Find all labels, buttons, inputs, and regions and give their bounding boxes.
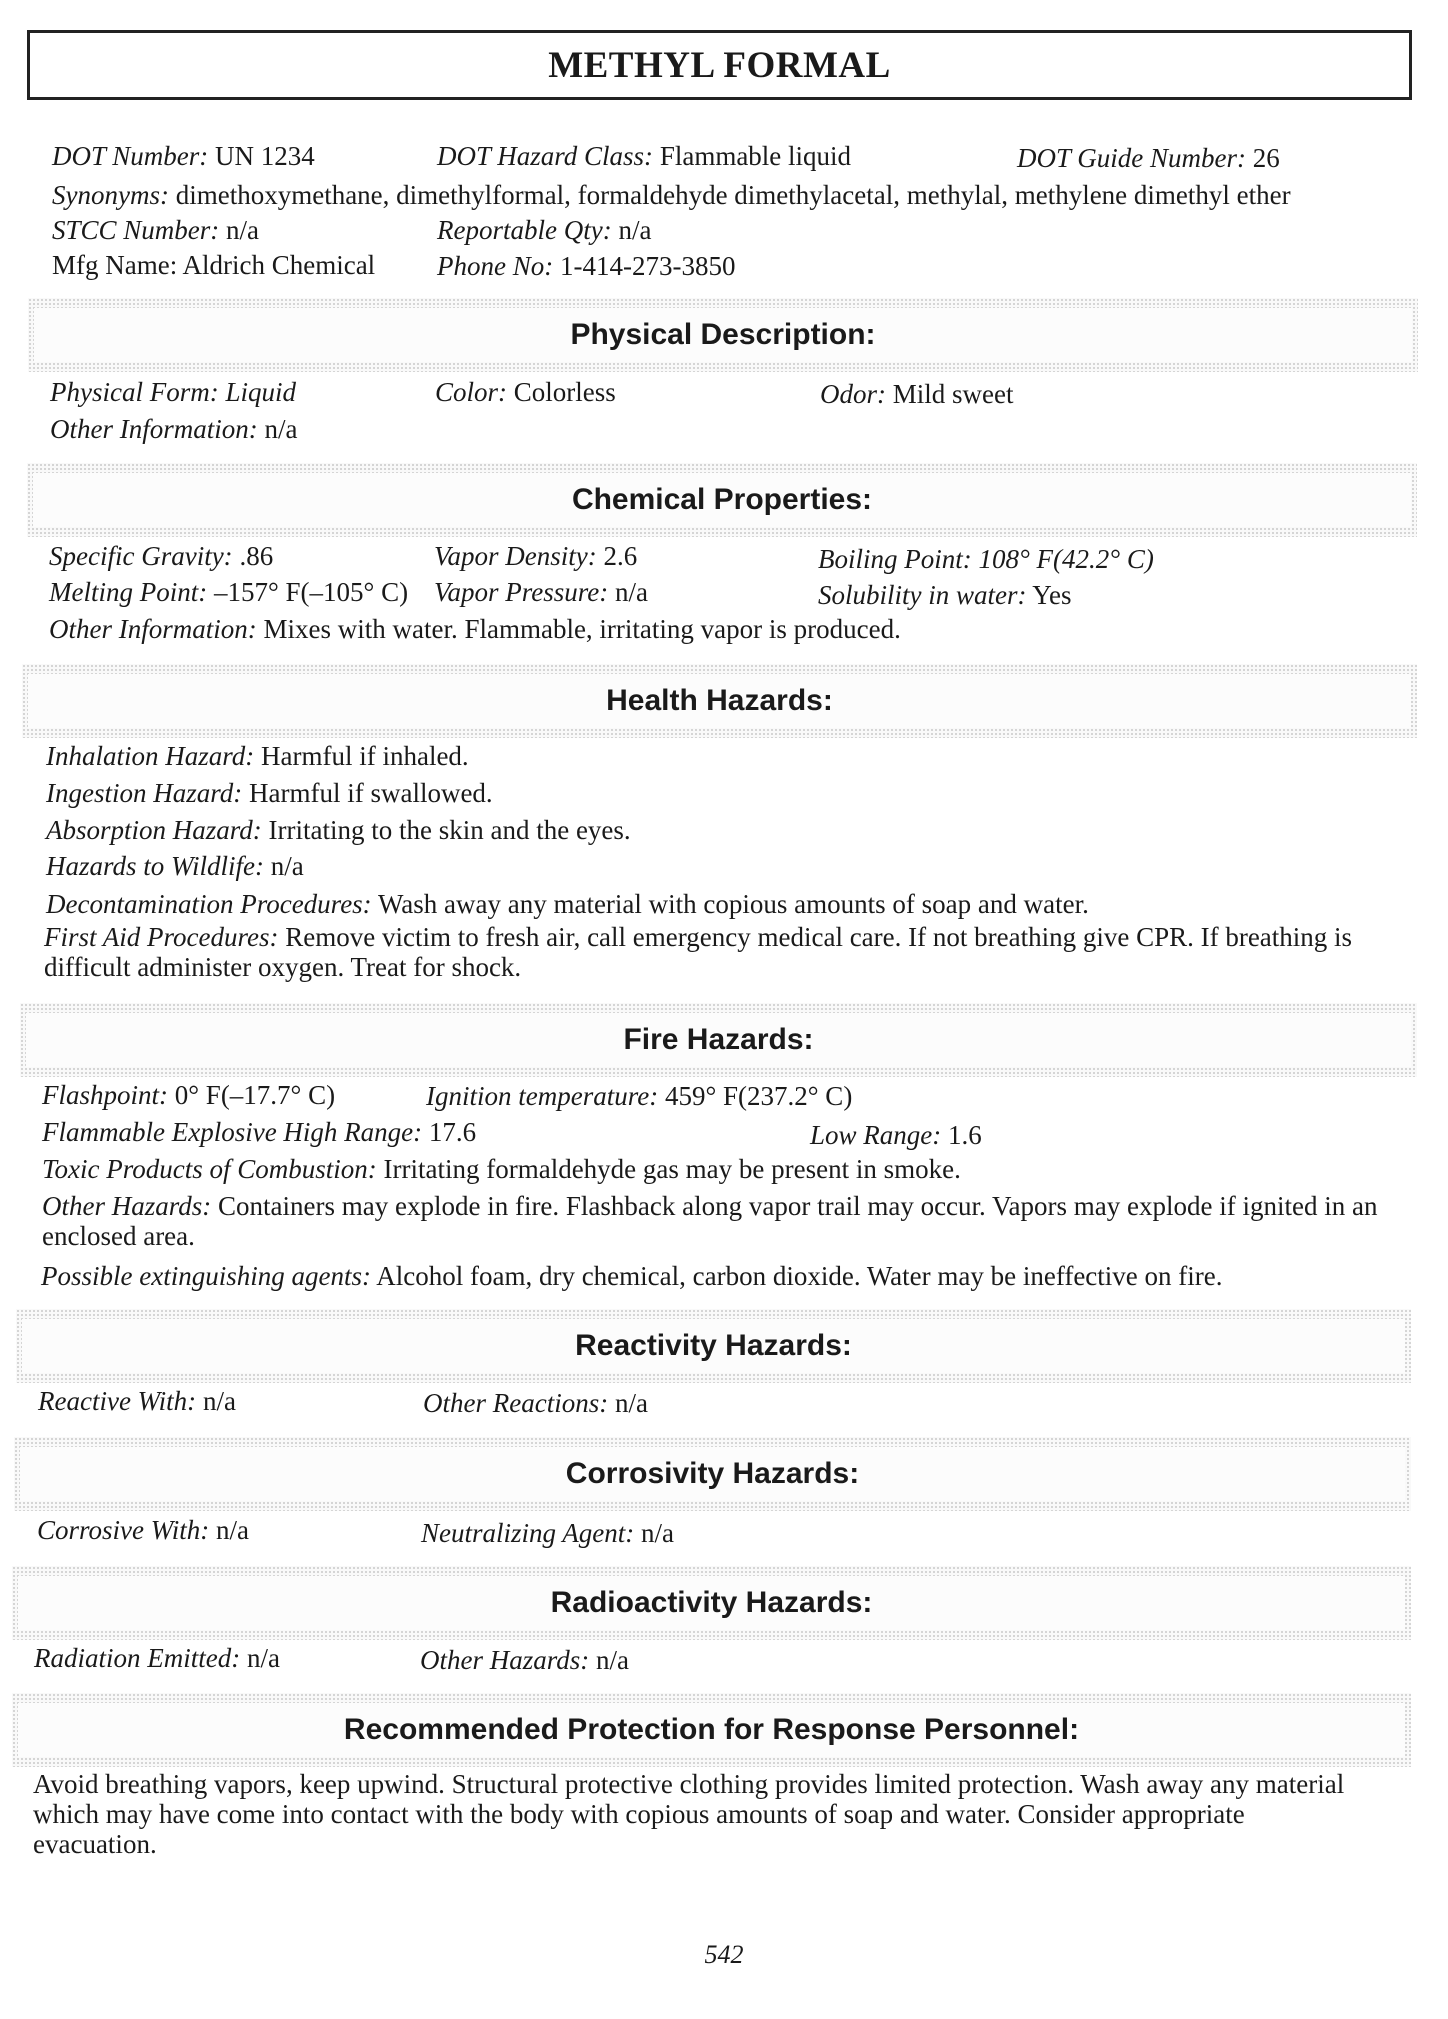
color: Color: Colorless [435, 377, 616, 407]
other-reactions: Other Reactions: n/a [423, 1388, 648, 1418]
phone-number: Phone No: 1-414-273-3850 [437, 251, 736, 281]
vapor-density: Vapor Density: 2.6 [434, 541, 638, 571]
odor: Odor: Mild sweet [820, 379, 1014, 409]
fire-hazards-header: Fire Hazards: [20, 1003, 1417, 1077]
vapor-pressure: Vapor Pressure: n/a [434, 577, 648, 607]
dot-hazard-class: DOT Hazard Class: Flammable liquid [437, 141, 852, 171]
decontamination-procedures: Decontamination Procedures: Wash away any material with copious amounts of soap and water. [46, 889, 1089, 919]
flashpoint: Flashpoint: 0° F(–17.7° C) [42, 1080, 336, 1110]
low-range: Low Range: 1.6 [810, 1120, 982, 1150]
chemical-properties-header: Chemical Properties: [27, 463, 1417, 537]
solubility-in-water: Solubility in water: Yes [818, 580, 1072, 610]
flammable-explosive-high-range: Flammable Explosive High Range: 17.6 [42, 1117, 477, 1147]
radiation-emitted: Radiation Emitted: n/a [34, 1643, 280, 1673]
page-number: 542 [704, 1940, 744, 1969]
absorption-hazard: Absorption Hazard: Irritating to the skin and the eyes. [46, 815, 631, 845]
specific-gravity: Specific Gravity: .86 [49, 541, 274, 571]
inhalation-hazard: Inhalation Hazard: Harmful if inhaled. [46, 741, 469, 771]
reportable-qty: Reportable Qty: n/a [437, 215, 652, 245]
dot-number: DOT Number: UN 1234 [52, 141, 315, 171]
physical-other-information: Other Information: n/a [50, 414, 298, 444]
other-fire-hazards: Other Hazards: Containers may explode in fire. Flashback along vapor trail may occur. Vapors may explode if ignited in an enclosed area. [42, 1191, 1378, 1251]
ignition-temperature: Ignition temperature: 459° F(237.2° C) [426, 1081, 853, 1111]
reactivity-hazards-header: Reactivity Hazards: [16, 1309, 1411, 1383]
neutralizing-agent: Neutralizing Agent: n/a [421, 1518, 674, 1548]
corrosive-with: Corrosive With: n/a [37, 1515, 249, 1545]
document-title: METHYL FORMAL [27, 30, 1412, 100]
stcc-number: STCC Number: n/a [52, 215, 260, 245]
reactive-with: Reactive With: n/a [38, 1386, 236, 1416]
melting-point: Melting Point: –157° F(–105° C) [49, 577, 409, 607]
toxic-products-of-combustion: Toxic Products of Combustion: Irritating formaldehyde gas may be present in smoke. [42, 1154, 961, 1184]
physical-form: Physical Form: Liquid [50, 377, 296, 407]
recommended-protection-text: Avoid breathing vapors, keep upwind. Structural protective clothing provides limited protection. Wash away any material which may have come into contact with the body with copious amounts of soap and water. Consider appropriate evacuation. [33, 1769, 1345, 1859]
ingestion-hazard: Ingestion Hazard: Harmful if swallowed. [46, 778, 493, 808]
synonyms: Synonyms: dimethoxymethane, dimethylformal, formaldehyde dimethylacetal, methylal, methylene dimethyl ether [52, 180, 1291, 210]
physical-description-header: Physical Description: [28, 298, 1418, 372]
hazards-to-wildlife: Hazards to Wildlife: n/a [46, 851, 304, 881]
dot-guide-number: DOT Guide Number: 26 [1017, 143, 1280, 173]
radioactivity-hazards-header: Radioactivity Hazards: [12, 1566, 1411, 1640]
boiling-point: Boiling Point: 108° F(42.2° C) [818, 544, 1154, 574]
first-aid-procedures: First Aid Procedures: Remove victim to fresh air, call emergency medical care. If not breathing give CPR. If breathing is difficult administer oxygen. Treat for shock. [44, 922, 1353, 982]
possible-extinguishing-agents: Possible extinguishing agents: Alcohol foam, dry chemical, carbon dioxide. Water may be ineffective on fire. [41, 1261, 1223, 1291]
other-radioactivity-hazards: Other Hazards: n/a [420, 1645, 630, 1675]
chemical-other-information: Other Information: Mixes with water. Flammable, irritating vapor is produced. [49, 614, 901, 644]
recommended-protection-header: Recommended Protection for Response Personnel: [12, 1693, 1411, 1767]
corrosivity-hazards-header: Corrosivity Hazards: [14, 1437, 1411, 1511]
mfg-name: Mfg Name: Aldrich Chemical [52, 250, 376, 280]
health-hazards-header: Health Hazards: [22, 664, 1417, 738]
